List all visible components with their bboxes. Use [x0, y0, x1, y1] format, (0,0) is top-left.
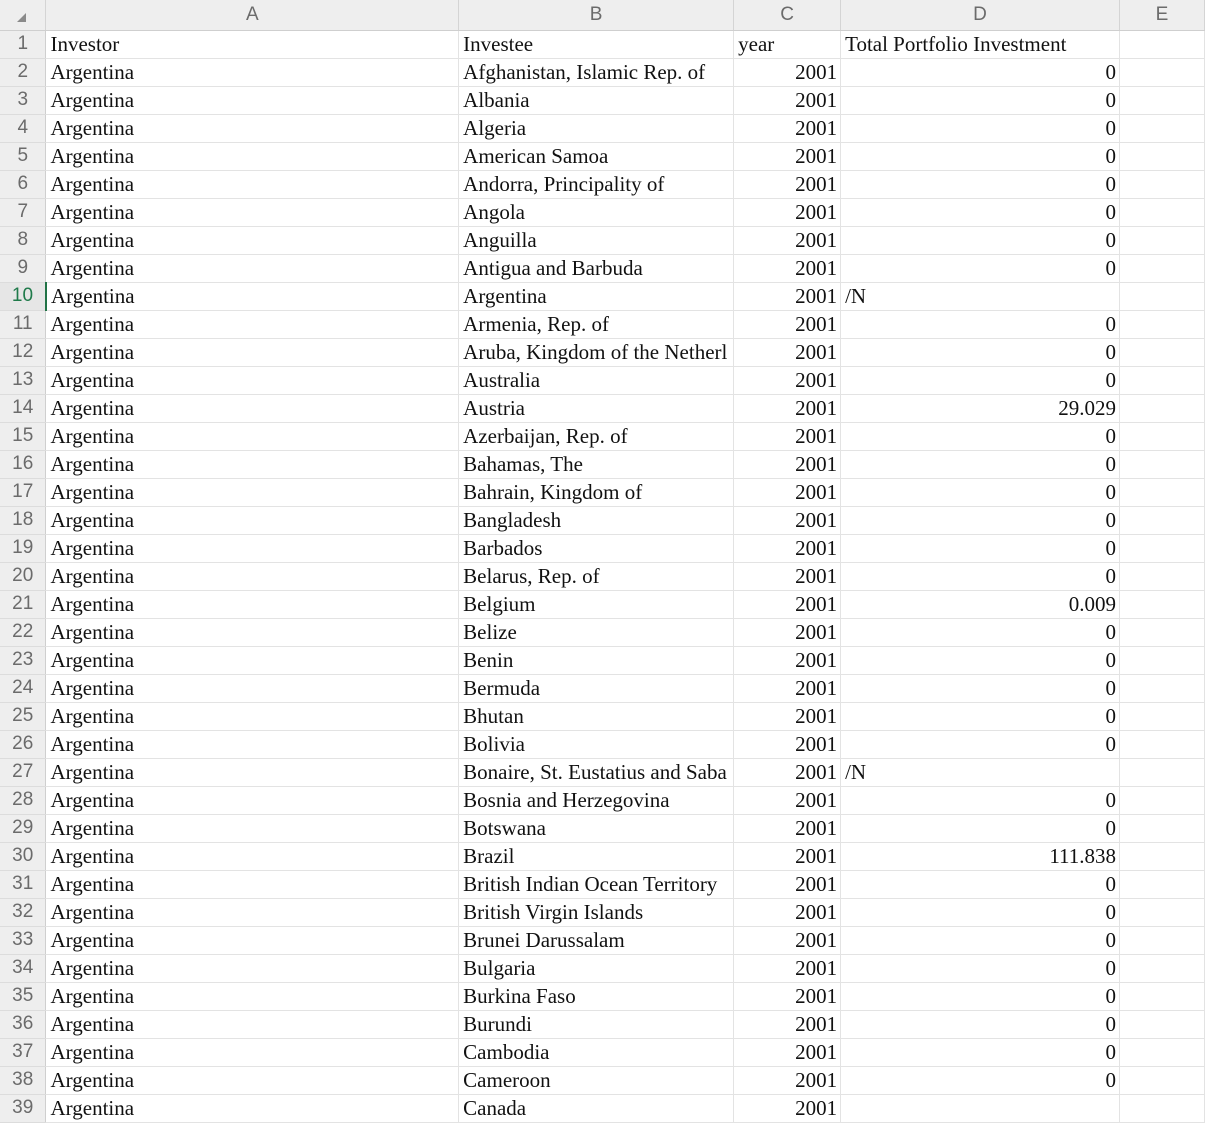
- table-row: [0, 198, 1205, 226]
- table-row: [0, 30, 1205, 58]
- cell-total-portfolio-investment[interactable]: 0: [841, 562, 1120, 590]
- table-row: [0, 450, 1205, 478]
- cell-total-portfolio-investment[interactable]: 0: [841, 422, 1120, 450]
- cell-total-portfolio-investment[interactable]: 0: [841, 86, 1120, 114]
- cell-total-portfolio-investment[interactable]: 0: [841, 198, 1120, 226]
- cell-empty[interactable]: [1120, 86, 1205, 114]
- cell-empty[interactable]: [1120, 702, 1205, 730]
- cell-total-portfolio-investment[interactable]: 0: [841, 646, 1120, 674]
- cell-year[interactable]: 2001: [734, 1038, 841, 1066]
- cell-empty[interactable]: [1120, 1010, 1205, 1038]
- cell-year[interactable]: 2001: [734, 198, 841, 226]
- cell-total-portfolio-investment[interactable]: 29.029: [841, 394, 1120, 422]
- select-all-corner[interactable]: [0, 0, 46, 30]
- cell-investee[interactable]: Angola: [459, 198, 734, 226]
- cell-investor[interactable]: Argentina: [46, 282, 459, 310]
- cell-year[interactable]: 2001: [734, 394, 841, 422]
- cell-total-portfolio-investment[interactable]: 0: [841, 478, 1120, 506]
- cell-year[interactable]: 2001: [734, 478, 841, 506]
- row-header[interactable]: 39: [0, 1094, 46, 1122]
- cell-year[interactable]: 2001: [734, 1066, 841, 1094]
- cell-year[interactable]: 2001: [734, 814, 841, 842]
- cell-investee[interactable]: Botswana: [459, 814, 734, 842]
- cell-total-portfolio-investment[interactable]: 0: [841, 674, 1120, 702]
- cell-investor[interactable]: Argentina: [46, 814, 459, 842]
- cell-investee[interactable]: Canada: [459, 1094, 734, 1122]
- table-row: [0, 1010, 1205, 1038]
- cell-total-portfolio-investment[interactable]: 0: [841, 450, 1120, 478]
- row-header[interactable]: 26: [0, 730, 46, 758]
- table-row: [0, 758, 1205, 786]
- column-header-e[interactable]: E: [1120, 0, 1205, 30]
- table-row: [0, 618, 1205, 646]
- row-header[interactable]: 23: [0, 646, 46, 674]
- cell-empty[interactable]: [1120, 478, 1205, 506]
- cell-investor[interactable]: Argentina: [46, 534, 459, 562]
- cell-year[interactable]: 2001: [734, 226, 841, 254]
- cell-investee[interactable]: Andorra, Principality of: [459, 170, 734, 198]
- cell-investor[interactable]: Argentina: [46, 366, 459, 394]
- column-header-b[interactable]: B: [459, 0, 734, 30]
- table-row: [0, 534, 1205, 562]
- cell-year[interactable]: 2001: [734, 282, 841, 310]
- table-row: [0, 1094, 1205, 1122]
- cell-investor[interactable]: Argentina: [46, 506, 459, 534]
- cell-empty[interactable]: [1120, 198, 1205, 226]
- row-header[interactable]: 25: [0, 702, 46, 730]
- cell-year[interactable]: 2001: [734, 422, 841, 450]
- cell-investee[interactable]: Bosnia and Herzegovina: [459, 786, 734, 814]
- row-header[interactable]: 35: [0, 982, 46, 1010]
- cell-empty[interactable]: [1120, 226, 1205, 254]
- cell-empty[interactable]: [1120, 730, 1205, 758]
- cell-investee[interactable]: Bhutan: [459, 702, 734, 730]
- cell-year[interactable]: 2001: [734, 646, 841, 674]
- cell-investee[interactable]: Bangladesh: [459, 506, 734, 534]
- table-row: [0, 366, 1205, 394]
- cell-year[interactable]: 2001: [734, 506, 841, 534]
- cell-total-portfolio-investment[interactable]: 0: [841, 870, 1120, 898]
- row-header[interactable]: 5: [0, 142, 46, 170]
- cell-total-portfolio-investment[interactable]: /N: [841, 282, 1120, 310]
- row-header[interactable]: 1: [0, 30, 46, 58]
- cell-empty[interactable]: [1120, 1038, 1205, 1066]
- row-header[interactable]: 22: [0, 618, 46, 646]
- cell-empty[interactable]: [1120, 366, 1205, 394]
- cell-investee[interactable]: Brazil: [459, 842, 734, 870]
- cell-investee[interactable]: Bonaire, St. Eustatius and Saba: [459, 758, 734, 786]
- cell-investor[interactable]: Argentina: [46, 198, 459, 226]
- row-header[interactable]: 8: [0, 226, 46, 254]
- row-header[interactable]: 13: [0, 366, 46, 394]
- cell-year[interactable]: 2001: [734, 758, 841, 786]
- cell-investee[interactable]: Bermuda: [459, 674, 734, 702]
- table-row: [0, 870, 1205, 898]
- cell-empty[interactable]: [1120, 534, 1205, 562]
- table-row: [0, 562, 1205, 590]
- cell-investor[interactable]: Argentina: [46, 170, 459, 198]
- row-header[interactable]: 30: [0, 842, 46, 870]
- cell-year[interactable]: 2001: [734, 114, 841, 142]
- cell-investee[interactable]: Aruba, Kingdom of the Netherl: [459, 338, 734, 366]
- cell-year[interactable]: 2001: [734, 58, 841, 86]
- cell-investor[interactable]: Argentina: [46, 786, 459, 814]
- cell-total-portfolio-investment[interactable]: [841, 1094, 1120, 1122]
- cell-year[interactable]: 2001: [734, 702, 841, 730]
- row-header[interactable]: 29: [0, 814, 46, 842]
- row-header[interactable]: 14: [0, 394, 46, 422]
- cell-total-portfolio-investment[interactable]: 0: [841, 506, 1120, 534]
- cell-investee[interactable]: Cameroon: [459, 1066, 734, 1094]
- cell-year[interactable]: 2001: [734, 870, 841, 898]
- cell-investor[interactable]: Argentina: [46, 954, 459, 982]
- cell-total-portfolio-investment[interactable]: 0: [841, 926, 1120, 954]
- cell-investee[interactable]: Bolivia: [459, 730, 734, 758]
- row-header[interactable]: 6: [0, 170, 46, 198]
- cell-investor[interactable]: Argentina: [46, 842, 459, 870]
- cell-investee[interactable]: Bahrain, Kingdom of: [459, 478, 734, 506]
- column-header-a[interactable]: A: [46, 0, 459, 30]
- cell-empty[interactable]: [1120, 114, 1205, 142]
- cell-investor[interactable]: Argentina: [46, 674, 459, 702]
- cell-year[interactable]: 2001: [734, 954, 841, 982]
- cell-year[interactable]: 2001: [734, 926, 841, 954]
- cell-total-portfolio-investment[interactable]: 0: [841, 310, 1120, 338]
- cell-investee[interactable]: Burkina Faso: [459, 982, 734, 1010]
- row-header[interactable]: 15: [0, 422, 46, 450]
- cell-year[interactable]: 2001: [734, 898, 841, 926]
- row-header[interactable]: 28: [0, 786, 46, 814]
- cell-empty[interactable]: [1120, 254, 1205, 282]
- cell-investor[interactable]: Argentina: [46, 310, 459, 338]
- table-row: [0, 254, 1205, 282]
- cell-year[interactable]: 2001: [734, 590, 841, 618]
- cell-investor[interactable]: Argentina: [46, 254, 459, 282]
- table-row: [0, 898, 1205, 926]
- cell-investor[interactable]: Argentina: [46, 730, 459, 758]
- table-row: [0, 58, 1205, 86]
- row-header[interactable]: 37: [0, 1038, 46, 1066]
- cell-investee[interactable]: Burundi: [459, 1010, 734, 1038]
- cell-empty[interactable]: [1120, 1066, 1205, 1094]
- cell-investor[interactable]: Argentina: [46, 226, 459, 254]
- cell-year[interactable]: year: [734, 30, 841, 58]
- table-row: [0, 478, 1205, 506]
- cell-empty[interactable]: [1120, 758, 1205, 786]
- table-row: [0, 1038, 1205, 1066]
- cell-total-portfolio-investment[interactable]: 0: [841, 1010, 1120, 1038]
- cell-empty[interactable]: [1120, 506, 1205, 534]
- table-row: [0, 982, 1205, 1010]
- cell-total-portfolio-investment[interactable]: 0.009: [841, 590, 1120, 618]
- cell-investee[interactable]: Algeria: [459, 114, 734, 142]
- row-header[interactable]: 27: [0, 758, 46, 786]
- cell-investor[interactable]: Argentina: [46, 58, 459, 86]
- cell-year[interactable]: 2001: [734, 786, 841, 814]
- column-header-row: [0, 0, 1205, 30]
- row-header[interactable]: 17: [0, 478, 46, 506]
- cell-investee[interactable]: Austria: [459, 394, 734, 422]
- cell-empty[interactable]: [1120, 338, 1205, 366]
- row-header[interactable]: 11: [0, 310, 46, 338]
- cell-total-portfolio-investment[interactable]: 0: [841, 366, 1120, 394]
- cell-year[interactable]: 2001: [734, 86, 841, 114]
- cell-investee[interactable]: Belarus, Rep. of: [459, 562, 734, 590]
- cell-total-portfolio-investment[interactable]: 0: [841, 618, 1120, 646]
- cell-investee[interactable]: American Samoa: [459, 142, 734, 170]
- cell-investor[interactable]: Argentina: [46, 870, 459, 898]
- table-row: [0, 1066, 1205, 1094]
- table-row: [0, 674, 1205, 702]
- cell-year[interactable]: 2001: [734, 142, 841, 170]
- row-header[interactable]: 7: [0, 198, 46, 226]
- cell-empty[interactable]: [1120, 590, 1205, 618]
- cell-investor[interactable]: Argentina: [46, 618, 459, 646]
- cell-year[interactable]: 2001: [734, 310, 841, 338]
- cell-empty[interactable]: [1120, 926, 1205, 954]
- cell-year[interactable]: 2001: [734, 562, 841, 590]
- row-header[interactable]: 18: [0, 506, 46, 534]
- cell-year[interactable]: 2001: [734, 338, 841, 366]
- table-row: [0, 786, 1205, 814]
- cell-investee[interactable]: British Indian Ocean Territory: [459, 870, 734, 898]
- row-header[interactable]: 32: [0, 898, 46, 926]
- cell-empty[interactable]: [1120, 394, 1205, 422]
- table-row: [0, 338, 1205, 366]
- cell-total-portfolio-investment[interactable]: 0: [841, 730, 1120, 758]
- cell-total-portfolio-investment[interactable]: 0: [841, 534, 1120, 562]
- column-header-d[interactable]: D: [841, 0, 1120, 30]
- cell-investee[interactable]: Albania: [459, 86, 734, 114]
- cell-empty[interactable]: [1120, 870, 1205, 898]
- cell-investor[interactable]: Investor: [46, 30, 459, 58]
- cell-total-portfolio-investment[interactable]: 0: [841, 1038, 1120, 1066]
- row-header[interactable]: 24: [0, 674, 46, 702]
- cell-investee[interactable]: Cambodia: [459, 1038, 734, 1066]
- cell-total-portfolio-investment[interactable]: 111.838: [841, 842, 1120, 870]
- table-row: [0, 142, 1205, 170]
- cell-empty[interactable]: [1120, 898, 1205, 926]
- cell-total-portfolio-investment[interactable]: 0: [841, 786, 1120, 814]
- row-header[interactable]: 20: [0, 562, 46, 590]
- cell-empty[interactable]: [1120, 562, 1205, 590]
- cell-investee[interactable]: Brunei Darussalam: [459, 926, 734, 954]
- cell-total-portfolio-investment[interactable]: 0: [841, 254, 1120, 282]
- cell-investee[interactable]: Armenia, Rep. of: [459, 310, 734, 338]
- table-row: [0, 590, 1205, 618]
- cell-investor[interactable]: Argentina: [46, 646, 459, 674]
- row-header[interactable]: 34: [0, 954, 46, 982]
- cell-investor[interactable]: Argentina: [46, 142, 459, 170]
- cell-year[interactable]: 2001: [734, 254, 841, 282]
- cell-total-portfolio-investment[interactable]: 0: [841, 982, 1120, 1010]
- cell-empty[interactable]: [1120, 422, 1205, 450]
- table-row: [0, 814, 1205, 842]
- cell-empty[interactable]: [1120, 450, 1205, 478]
- cell-investee[interactable]: Belgium: [459, 590, 734, 618]
- table-row: [0, 422, 1205, 450]
- cell-total-portfolio-investment[interactable]: 0: [841, 338, 1120, 366]
- row-header[interactable]: 38: [0, 1066, 46, 1094]
- cell-year[interactable]: 2001: [734, 674, 841, 702]
- row-header[interactable]: 33: [0, 926, 46, 954]
- row-header[interactable]: 2: [0, 58, 46, 86]
- row-header[interactable]: 3: [0, 86, 46, 114]
- cell-investor[interactable]: Argentina: [46, 982, 459, 1010]
- cell-investor[interactable]: Argentina: [46, 758, 459, 786]
- row-header[interactable]: 4: [0, 114, 46, 142]
- cell-investor[interactable]: Argentina: [46, 450, 459, 478]
- cell-investor[interactable]: Argentina: [46, 898, 459, 926]
- cell-investor[interactable]: Argentina: [46, 422, 459, 450]
- cell-investee[interactable]: British Virgin Islands: [459, 898, 734, 926]
- row-header[interactable]: 12: [0, 338, 46, 366]
- cell-year[interactable]: 2001: [734, 730, 841, 758]
- cell-empty[interactable]: [1120, 170, 1205, 198]
- table-row: [0, 282, 1205, 310]
- cell-empty[interactable]: [1120, 954, 1205, 982]
- cell-investor[interactable]: Argentina: [46, 590, 459, 618]
- cell-empty[interactable]: [1120, 674, 1205, 702]
- table-row: [0, 114, 1205, 142]
- table-row: [0, 842, 1205, 870]
- cell-empty[interactable]: [1120, 786, 1205, 814]
- cell-year[interactable]: 2001: [734, 170, 841, 198]
- table-row: [0, 506, 1205, 534]
- cell-empty[interactable]: [1120, 618, 1205, 646]
- cell-total-portfolio-investment[interactable]: Total Portfolio Investment: [841, 30, 1120, 58]
- cell-total-portfolio-investment[interactable]: 0: [841, 954, 1120, 982]
- cell-empty[interactable]: [1120, 142, 1205, 170]
- cell-investor[interactable]: Argentina: [46, 1066, 459, 1094]
- cell-investee[interactable]: Barbados: [459, 534, 734, 562]
- cell-investor[interactable]: Argentina: [46, 338, 459, 366]
- cell-investor[interactable]: Argentina: [46, 1094, 459, 1122]
- cell-total-portfolio-investment[interactable]: 0: [841, 814, 1120, 842]
- cell-year[interactable]: 2001: [734, 842, 841, 870]
- cell-investor[interactable]: Argentina: [46, 926, 459, 954]
- cell-year[interactable]: 2001: [734, 534, 841, 562]
- row-header[interactable]: 10: [0, 282, 46, 310]
- cell-investor[interactable]: Argentina: [46, 702, 459, 730]
- column-header-c[interactable]: C: [734, 0, 841, 30]
- cell-empty[interactable]: [1120, 282, 1205, 310]
- cell-investee[interactable]: Bahamas, The: [459, 450, 734, 478]
- cell-total-portfolio-investment[interactable]: 0: [841, 142, 1120, 170]
- cell-investee[interactable]: Afghanistan, Islamic Rep. of: [459, 58, 734, 86]
- cell-empty[interactable]: [1120, 310, 1205, 338]
- row-header[interactable]: 31: [0, 870, 46, 898]
- cell-empty[interactable]: [1120, 1094, 1205, 1122]
- cell-investor[interactable]: Argentina: [46, 114, 459, 142]
- cell-total-portfolio-investment[interactable]: 0: [841, 114, 1120, 142]
- table-row: [0, 394, 1205, 422]
- cell-investee[interactable]: Belize: [459, 618, 734, 646]
- cell-investee[interactable]: Anguilla: [459, 226, 734, 254]
- cell-investor[interactable]: Argentina: [46, 562, 459, 590]
- cell-year[interactable]: 2001: [734, 450, 841, 478]
- cell-investor[interactable]: Argentina: [46, 1010, 459, 1038]
- cell-investor[interactable]: Argentina: [46, 478, 459, 506]
- cell-total-portfolio-investment[interactable]: 0: [841, 170, 1120, 198]
- cell-year[interactable]: 2001: [734, 618, 841, 646]
- cell-total-portfolio-investment[interactable]: 0: [841, 898, 1120, 926]
- table-row: [0, 310, 1205, 338]
- row-header[interactable]: 19: [0, 534, 46, 562]
- cell-empty[interactable]: [1120, 982, 1205, 1010]
- cell-year[interactable]: 2001: [734, 1010, 841, 1038]
- cell-investee[interactable]: Australia: [459, 366, 734, 394]
- table-row: [0, 226, 1205, 254]
- cell-investee[interactable]: Investee: [459, 30, 734, 58]
- cell-investor[interactable]: Argentina: [46, 1038, 459, 1066]
- row-header[interactable]: 36: [0, 1010, 46, 1038]
- cell-investee[interactable]: Benin: [459, 646, 734, 674]
- cell-empty[interactable]: [1120, 842, 1205, 870]
- cell-year[interactable]: 2001: [734, 1094, 841, 1122]
- cell-total-portfolio-investment[interactable]: 0: [841, 58, 1120, 86]
- cell-empty[interactable]: [1120, 646, 1205, 674]
- row-header[interactable]: 9: [0, 254, 46, 282]
- table-row: [0, 86, 1205, 114]
- cell-total-portfolio-investment[interactable]: 0: [841, 226, 1120, 254]
- cell-year[interactable]: 2001: [734, 982, 841, 1010]
- table-row: [0, 646, 1205, 674]
- select-all-triangle-icon: [17, 13, 26, 22]
- cell-investee[interactable]: Antigua and Barbuda: [459, 254, 734, 282]
- row-header[interactable]: 21: [0, 590, 46, 618]
- cell-empty[interactable]: [1120, 30, 1205, 58]
- cell-investor[interactable]: Argentina: [46, 394, 459, 422]
- cell-empty[interactable]: [1120, 58, 1205, 86]
- row-header[interactable]: 16: [0, 450, 46, 478]
- cell-investee[interactable]: Bulgaria: [459, 954, 734, 982]
- cell-total-portfolio-investment[interactable]: 0: [841, 1066, 1120, 1094]
- cell-investor[interactable]: Argentina: [46, 86, 459, 114]
- table-row: [0, 170, 1205, 198]
- cell-year[interactable]: 2001: [734, 366, 841, 394]
- table-row: [0, 926, 1205, 954]
- cell-total-portfolio-investment[interactable]: 0: [841, 702, 1120, 730]
- cell-investee[interactable]: Azerbaijan, Rep. of: [459, 422, 734, 450]
- cell-investee[interactable]: Argentina: [459, 282, 734, 310]
- cell-total-portfolio-investment[interactable]: /N: [841, 758, 1120, 786]
- table-row: [0, 702, 1205, 730]
- table-row: [0, 954, 1205, 982]
- table-row: [0, 730, 1205, 758]
- cell-empty[interactable]: [1120, 814, 1205, 842]
